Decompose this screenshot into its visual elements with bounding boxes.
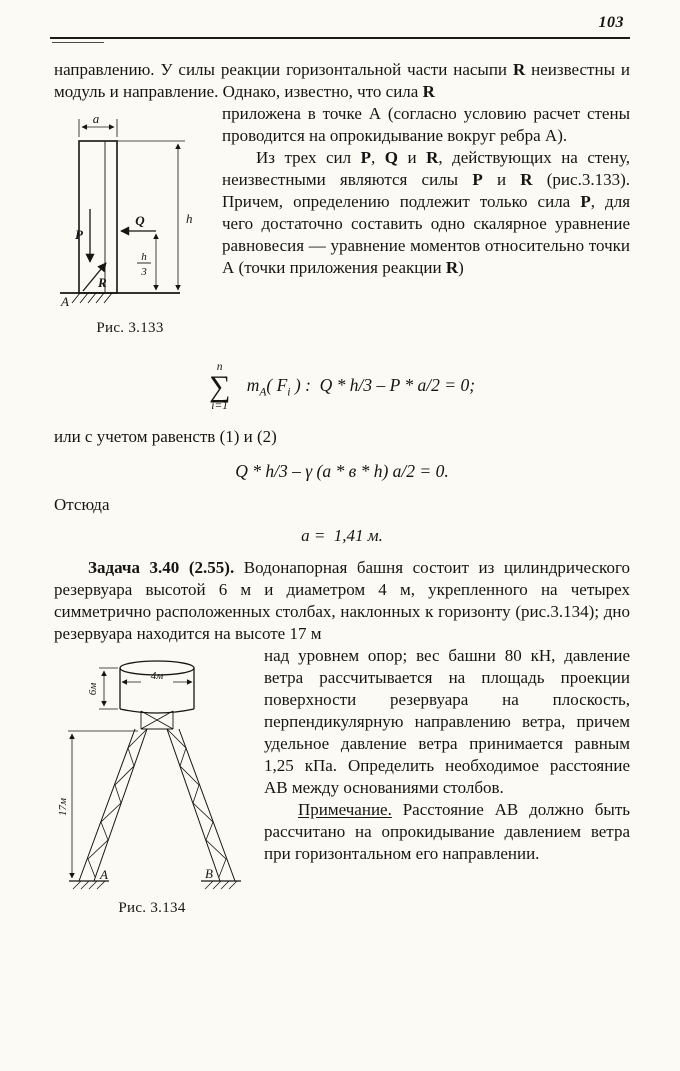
figure-3-133-caption: Рис. 3.133 [96, 320, 164, 337]
label-6m: 6м [87, 682, 99, 696]
label-point-b: B [205, 866, 213, 882]
label-a: a [92, 113, 100, 127]
left-leg-truss [79, 729, 147, 881]
figure-3-133-drawing [54, 113, 206, 315]
summation-symbol [209, 361, 230, 412]
label-q: Q [135, 213, 145, 229]
paragraph-task-340: Задача 3.40 (2.55). Водонапорная башня состоит из цилиндрического резервуара высотой 6 м и диаметром 4 м, укрепленного на четырех симметрично расположенных столбах, наклонных к горизонту (рис.3.134); дно резервуара находится на высоте 17 м [54, 558, 630, 644]
label-r: R [98, 275, 107, 291]
equation-moments-body: $m_A$( $F_i$ ) : Q * h/3 – P * a/2 = 0; [246, 374, 476, 399]
support-b-ground [201, 881, 241, 889]
paragraph-note: Примечание. Расстояние АВ должно быть рассчитано на опрокидывание давлением ветра при горизонтальном его направлении. [264, 800, 630, 864]
support-a-ground [69, 881, 109, 889]
reservoir-shape [120, 661, 194, 713]
paragraph-forces: Из трех сил P, Q и R, действующих на стену, неизвестными являются силы P и R (рис.3.133). Причем, определению подлежит только сила P, для чего достаточно составить одно скалярное уравнение равновесия — уравнение моментов относительно точки А (точки приложения реакции R) [222, 148, 631, 278]
paragraph-after-eq1: или с учетом равенств (1) и (2) [54, 427, 277, 447]
paragraph-otsuda: Отсюда [54, 495, 110, 515]
paragraph-task-continuation: над уровнем опор; вес башни 80 кН, давление ветра рассчитывается на площадь проекции поверхности резервуара на плоскость, перпендикулярную направлению ветра, причем удельное давление ветра принимается равным 1,25 кПа. Определить необходимое расстояние АВ между основаниями столбов. [264, 646, 630, 798]
label-h: h [186, 211, 193, 227]
sum-upper-limit: n [216, 361, 223, 374]
header-rule [50, 37, 630, 39]
figure-3-134-drawing [54, 651, 250, 895]
lattice-band [141, 711, 173, 729]
label-point-a: A [61, 294, 69, 310]
dimension-6m [99, 668, 118, 709]
equation-moments [54, 343, 630, 426]
label-h3-denominator: 3 [141, 266, 147, 279]
wall-shape [60, 141, 180, 293]
label-17m: 17м [57, 798, 69, 817]
sum-lower-limit: i=1 [211, 400, 228, 413]
figure-3-133 [54, 113, 206, 337]
result-value: а = 1,41 м. [301, 526, 383, 546]
page-header [54, 14, 630, 32]
label-p: P [75, 227, 83, 243]
figure-3-134 [54, 651, 250, 917]
equation-substituted: Q * h/3 – γ (а * в * h) а/2 = 0. [235, 461, 449, 482]
ground-hatching [72, 293, 112, 303]
paragraph-intro: направлению. У силы реакции горизонтальной части насыпи R неизвестны и модуль и направление. Однако, известно, что сила R [54, 60, 630, 102]
label-h-over-3 [137, 251, 151, 278]
sum-sigma: ∑ [208, 370, 231, 404]
label-diameter: 4м [150, 670, 164, 683]
page-number: 103 [598, 14, 624, 31]
label-h3-numerator: h [141, 251, 147, 264]
figure-3-134-caption: Рис. 3.134 [118, 900, 186, 917]
paragraph-continuation: приложена в точке А (согласно условию расчет стены проводится на опрокидывание вокруг ребра А). [222, 104, 630, 146]
dimension-h [117, 141, 185, 290]
label-point-a: A [100, 867, 108, 883]
right-leg-truss [167, 729, 235, 881]
